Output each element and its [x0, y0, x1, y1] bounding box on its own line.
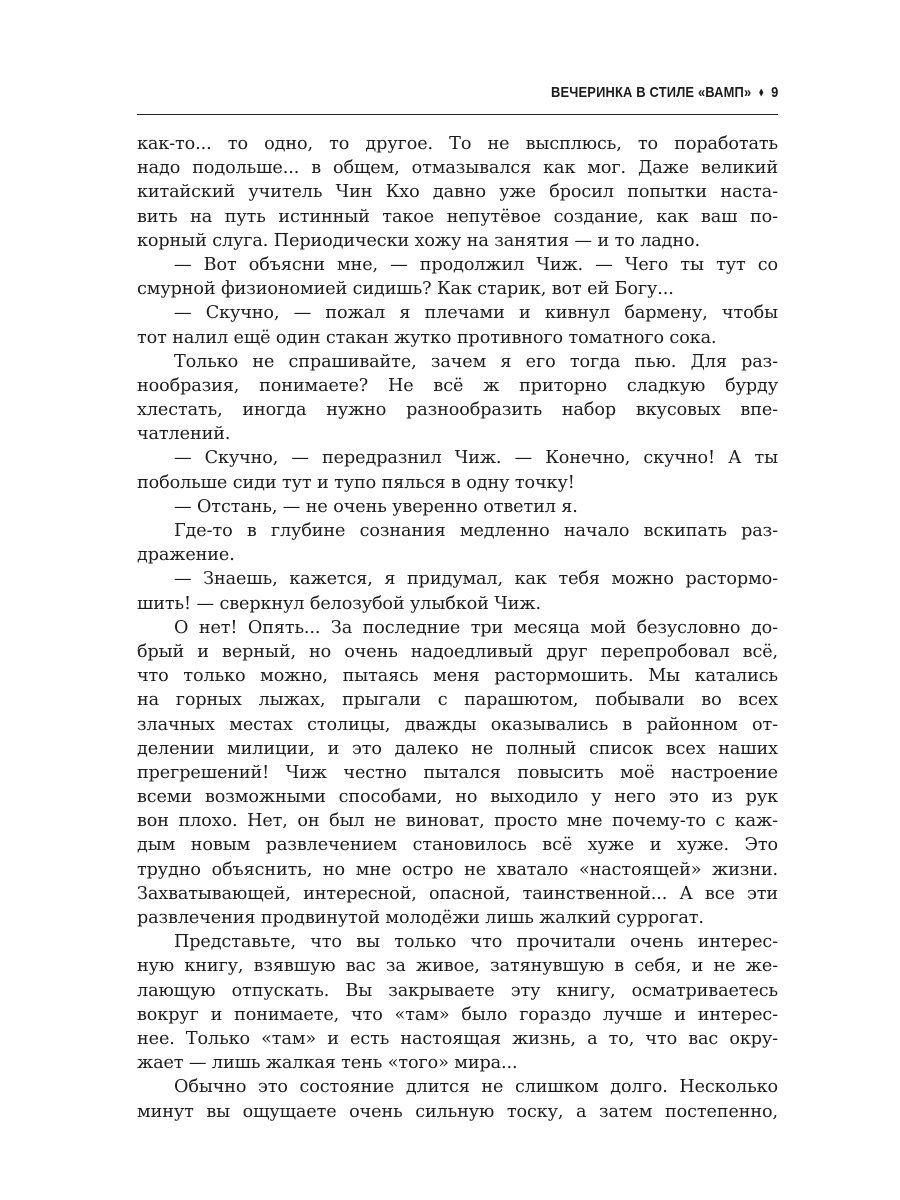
text-line: — Знаешь, кажется, я придумал, как тебя можно растормо-	[174, 569, 778, 590]
text-line: Захватывающей, интересной, опасной, таинственной... А все эти	[137, 883, 778, 904]
text-line: вить на путь истинный такое непутёвое создание, как ваш по-	[137, 206, 778, 227]
text-line: дым новым развлечением становилось всё хуже и хуже. Это	[137, 835, 778, 856]
text-line: побольше сиди тут и тупо пялься в одну точку!	[137, 472, 575, 493]
text-line: Обычно это состояние длится не слишком долго. Несколько	[174, 1077, 778, 1098]
text-line: вон плохо. Нет, он был не виноват, просто мне почему-то с каж-	[137, 811, 778, 832]
text-line: брый и верный, но очень надоедливый друг перепробовал всё,	[137, 641, 778, 662]
text-line: вокруг и понимаете, что «там» было гораздо лучше и интерес-	[137, 1004, 778, 1025]
text-line: трудно объяснить, но мне остро не хватало «настоящей» жизни.	[137, 859, 778, 880]
text-line: корный слуга. Периодически хожу на занятия — и то ладно.	[137, 230, 701, 251]
text-line: тот налил ещё один стакан жутко противного томатного сока.	[137, 327, 717, 348]
page-number: 9	[770, 84, 778, 101]
text-line: шить! — сверкнул белозубой улыбкой Чиж.	[137, 593, 541, 614]
text-line: нообразия, понимаете? Не всё ж приторно сладкую бурду	[137, 375, 778, 396]
text-line: что только можно, пытаясь меня растормошить. Мы катались	[137, 666, 778, 687]
running-head	[551, 84, 778, 101]
text-line: смурной физиономией сидишь? Как старик, вот ей Богу...	[137, 279, 674, 300]
header-rule	[137, 114, 778, 115]
text-line: Только не спрашивайте, зачем я его тогда пью. Для раз-	[174, 351, 778, 372]
text-line: дражение.	[137, 545, 235, 566]
text-line: — Вот объясни мне, — продолжил Чиж. — Чего ты тут со	[174, 254, 778, 275]
running-title: ВЕЧЕРИНКА В СТИЛЕ «ВАМП»	[550, 84, 751, 101]
text-line: минут вы ощущаете очень сильную тоску, а затем постепенно,	[137, 1101, 778, 1122]
text-line: надо подольше... в общем, отмазывался как мог. Даже великий	[137, 158, 778, 179]
text-line: развлечения продвинутой молодёжи лишь жалкий суррогат.	[137, 908, 704, 928]
text-line: чатлений.	[137, 424, 231, 445]
text-line: на горных лыжах, прыгали с парашютом, побывали во всех	[137, 690, 778, 711]
body-text	[137, 132, 778, 1124]
text-line: злачных местах столицы, дважды оказывались в районном от-	[137, 714, 778, 735]
text-line: всеми возможными способами, но выходило у него это из рук	[137, 787, 778, 808]
text-line: китайский учитель Чин Кхо давно уже бросил попытки наста-	[137, 182, 778, 203]
text-line: Представьте, что вы только что прочитали очень интерес-	[174, 932, 778, 953]
diamond-separator-icon	[759, 89, 763, 97]
text-line: Где-то в глубине сознания медленно начало вскипать раз-	[174, 521, 778, 541]
text-line: О нет! Опять... За последние три месяца мой безусловно до-	[174, 617, 778, 638]
text-line: лающую отпускать. Вы закрываете эту книгу, осматриваетесь	[137, 980, 778, 1001]
text-line: — Отстань, — не очень уверенно ответил я.	[174, 496, 578, 517]
text-line: жает — лишь жалкая тень «того» мира...	[137, 1053, 518, 1074]
text-line: как-то... то одно, то другое. То не высплюсь, то поработать	[137, 134, 778, 154]
text-line: прегрешений! Чиж честно пытался повысить моё настроение	[137, 762, 778, 783]
text-line: — Скучно, — передразнил Чиж. — Конечно, скучно! А ты	[174, 448, 778, 469]
text-line: нее. Только «там» и есть настоящая жизнь, а то, что вас окру-	[137, 1028, 778, 1049]
text-line: хлестать, иногда нужно разнообразить набор вкусовых впе-	[137, 400, 778, 421]
text-line: ную книгу, взявшую вас за живое, затянувшую в себя, и не же-	[137, 956, 778, 977]
text-line: — Скучно, — пожал я плечами и кивнул бармену, чтобы	[174, 303, 778, 324]
text-line: делении милиции, и это далеко не полный список всех наших	[137, 738, 778, 759]
